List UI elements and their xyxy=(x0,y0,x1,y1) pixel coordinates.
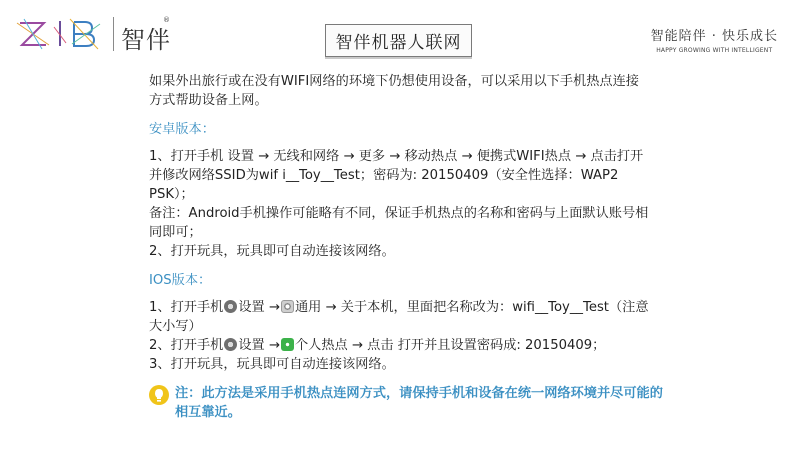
settings-icon xyxy=(224,300,237,313)
lightbulb-icon xyxy=(149,385,169,407)
instructions xyxy=(149,72,649,374)
zib-logo xyxy=(14,14,110,52)
android-step-1: 1、打开手机 设置 → 无线和网络 → 更多 → 移动热点 → 便携式WIFI热点 → 点击打开 并修改网络SSID为wif i__Toy__Test；密码为: 20150409（安全性选择：WAP2 PSK）； xyxy=(149,149,644,202)
ios-step-1 xyxy=(149,298,649,336)
hotspot-icon xyxy=(281,338,294,351)
note-text: 注：此方法是采用手机热点连网方式，请保持手机和设备在统一网络环境并尽可能的相互靠近。 xyxy=(175,386,663,420)
ios-heading: IOS版本： xyxy=(149,273,212,288)
ios-step-2-prefix: 2、打开手机 xyxy=(149,338,224,353)
ios-step-2-settings: 设置 → xyxy=(238,338,280,353)
android-step-2: 2、打开玩具，玩具即可自动连接该网络。 xyxy=(149,244,395,259)
general-icon xyxy=(281,300,294,313)
ios-step-3: 3、打开玩具，玩具即可自动连接该网络。 xyxy=(149,357,395,372)
intro-text: 如果外出旅行或在没有WIFI网络的环境下仍想使用设备，可以采用以下手机热点连接方式帮助设备上网。 xyxy=(149,74,639,108)
ios-step-1-rest: 通用 → 关于本机，里面把名称改为：wifi__Toy__Test（注意大小写） xyxy=(149,300,649,334)
ios-step-1-prefix: 1、打开手机 xyxy=(149,300,224,315)
page-title: 智伴机器人联网 xyxy=(325,24,472,57)
slogan-cn: 智能陪伴 · 快乐成长 xyxy=(650,29,778,44)
slogan-en: HAPPY GROWING WITH INTELLIGENT xyxy=(656,47,773,54)
slogan xyxy=(651,25,778,54)
brand-name: 智伴 xyxy=(121,26,171,54)
settings-icon xyxy=(224,338,237,351)
ios-step-2-rest: 个人热点 → 点击 打开并且设置密码成: 20150409； xyxy=(294,338,606,353)
title-underline xyxy=(325,57,472,59)
zib-logo-mark xyxy=(14,15,110,51)
ios-step-2 xyxy=(149,336,649,355)
registered-mark: ® xyxy=(163,16,170,24)
android-heading: 安卓版本： xyxy=(149,122,215,137)
android-remark: 备注：Android手机操作可能略有不同，保证手机热点的名称和密码与上面默认账号相同即可； xyxy=(149,206,649,240)
ios-step-1-settings: 设置 → xyxy=(238,300,280,315)
logo-divider xyxy=(113,17,114,51)
